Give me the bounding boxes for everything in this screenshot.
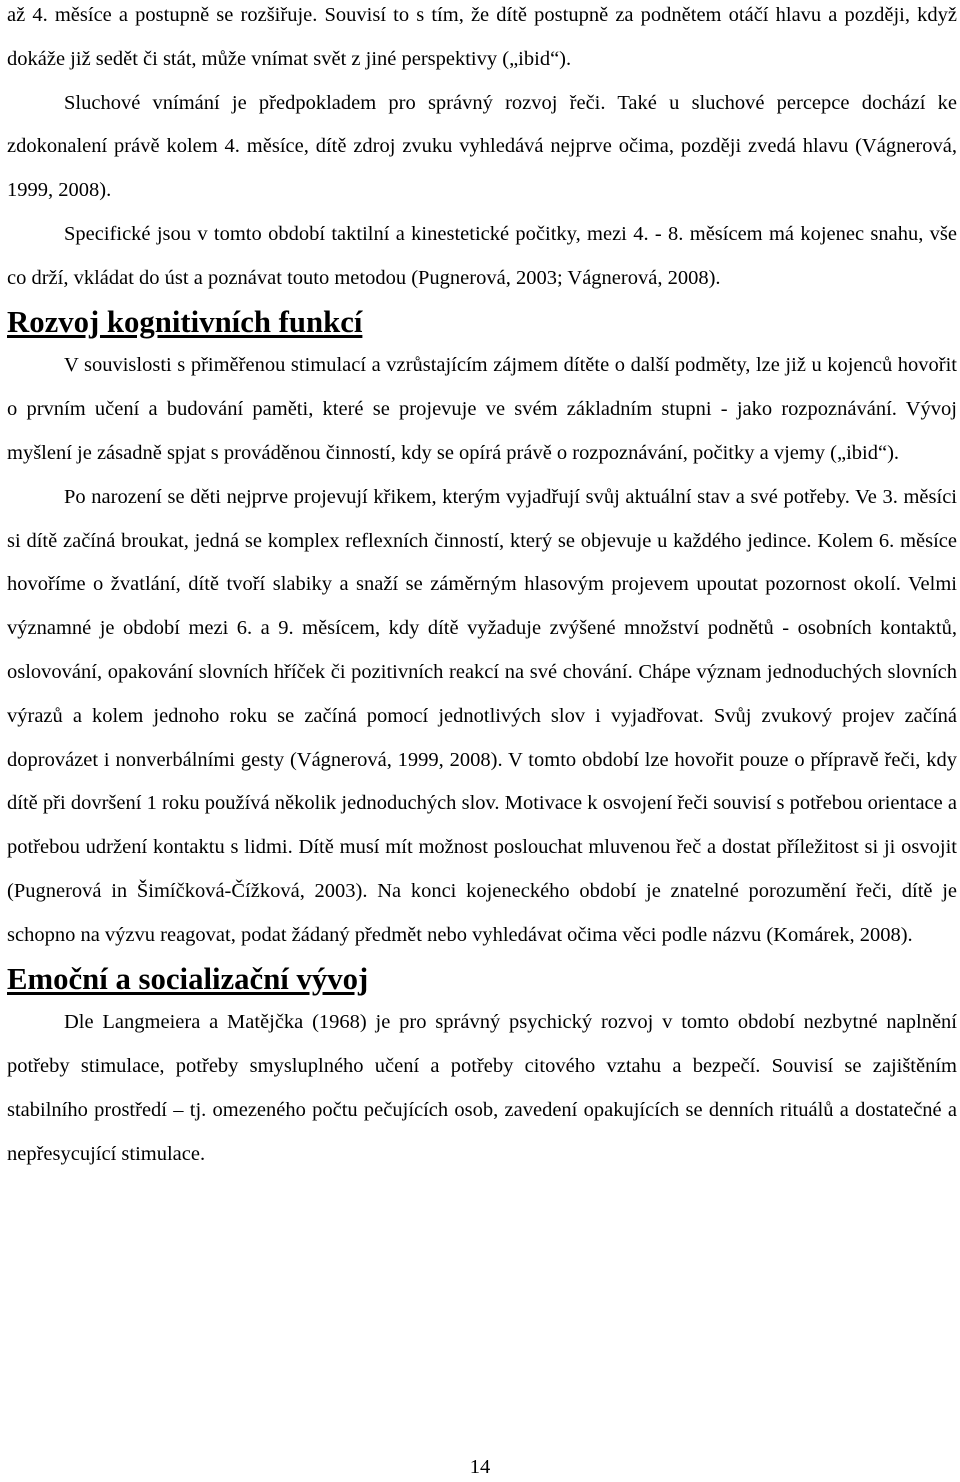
paragraph-learning-memory: V souvislosti s přiměřenou stimulací a vzrůstajícím zájmem dítěte o další podměty, lze již u kojenců hovořit o prvním učení a budování paměti, které se projevuje ve svém základním stupni - jako rozpoznávání. Vývoj myšlení je zásadně spjat s prováděnou činností, kdy se opírá právě o rozpoznávání, počitky a vjemy („ibid“). xyxy=(7,354,957,464)
paragraph-tactile-perception: Specifické jsou v tomto období taktilní a kinestetické počitky, mezi 4. - 8. měsícem má kojenec snahu, vše co drží, vkládat do úst a poznávat touto metodou (Pugnerová, 2003; Vágnerová, 2008). xyxy=(7,222,957,289)
section-heading-emotional-social-development: Emoční a socializační vývoj xyxy=(7,961,369,996)
page-number: 14 xyxy=(469,1456,491,1478)
section-heading-cognitive-development: Rozvoj kognitivních funkcí xyxy=(7,304,363,339)
document-page xyxy=(7,0,957,1177)
paragraph-auditory-perception: Sluchové vnímání je předpokladem pro správný rozvoj řeči. Také u sluchové percepce dochází ke zdokonalení právě kolem 4. měsíce, dítě zdroj zvuku vyhledává nejprve očima, později zvedá hlavu (Vágnerová, 1999, 2008). xyxy=(7,91,957,202)
paragraph-perception-continued: až 4. měsíce a postupně se rozšiřuje. Souvisí to s tím, že dítě postupně za podnětem otáčí hlavu a později, když dokáže již sedět či stát, může vnímat svět z jiné perspektivy („ibid“). xyxy=(7,4,957,70)
paragraph-speech-development: Po narození se děti nejprve projevují křikem, kterým vyjadřují svůj aktuální stav a své potřeby. Ve 3. měsíci si dítě začíná broukat, jedná se komplex reflexních činností, který se objevuje u každého jedince. Kolem 6. měsíce hovoříme o žvatlání, dítě tvoří slabiky a snaží se záměrným hlasovým projevem upoutat pozornost okolí. Velmi významné je období mezi 6. a 9. měsícem, kdy dítě vyžaduje zvýšené množství podnětů - osobních kontaktů, oslovování, opakování slovních hříček či pozitivních reakcí na své chování. Chápe význam jednoduchých slovních výrazů a kolem jednoho roku se začíná pomocí jednotlivých slov i vyjadřovat. Svůj zvukový projev začíná doprovázet i nonverbálními gesty (Vágnerová, 1999, 2008). V tomto období lze hovořit pouze o přípravě řeči, kdy dítě při dovršení 1 roku používá několik jednoduchých slov. Motivace k osvojení řeči souvisí s potřebou orientace a potřebou udržení kontaktu s lidmi. Dítě musí mít možnost poslouchat mluvenou řeč a dostat příležitost si ji osvojit (Pugnerová in Šimíčková-Čížková, 2003). Na konci kojeneckého období je znatelné porozumění řeči, dítě je schopno na výzvu reagovat, podat žádaný předmět nebo vyhledávat očima věci podle názvu (Komárek, 2008). xyxy=(7,485,957,946)
paragraph-needs-stimulation: Dle Langmeiera a Matějčka (1968) je pro správný psychický rozvoj v tomto období nezbytné naplnění potřeby stimulace, potřeby smysluplného učení a potřeby citového vztahu a bezpečí. Souvisí se zajištěním stabilního prostředí – tj. omezeného počtu pečujících osob, zavedení opakujících se denních rituálů a dostatečné a nepřesycující stimulace. xyxy=(7,1011,957,1165)
